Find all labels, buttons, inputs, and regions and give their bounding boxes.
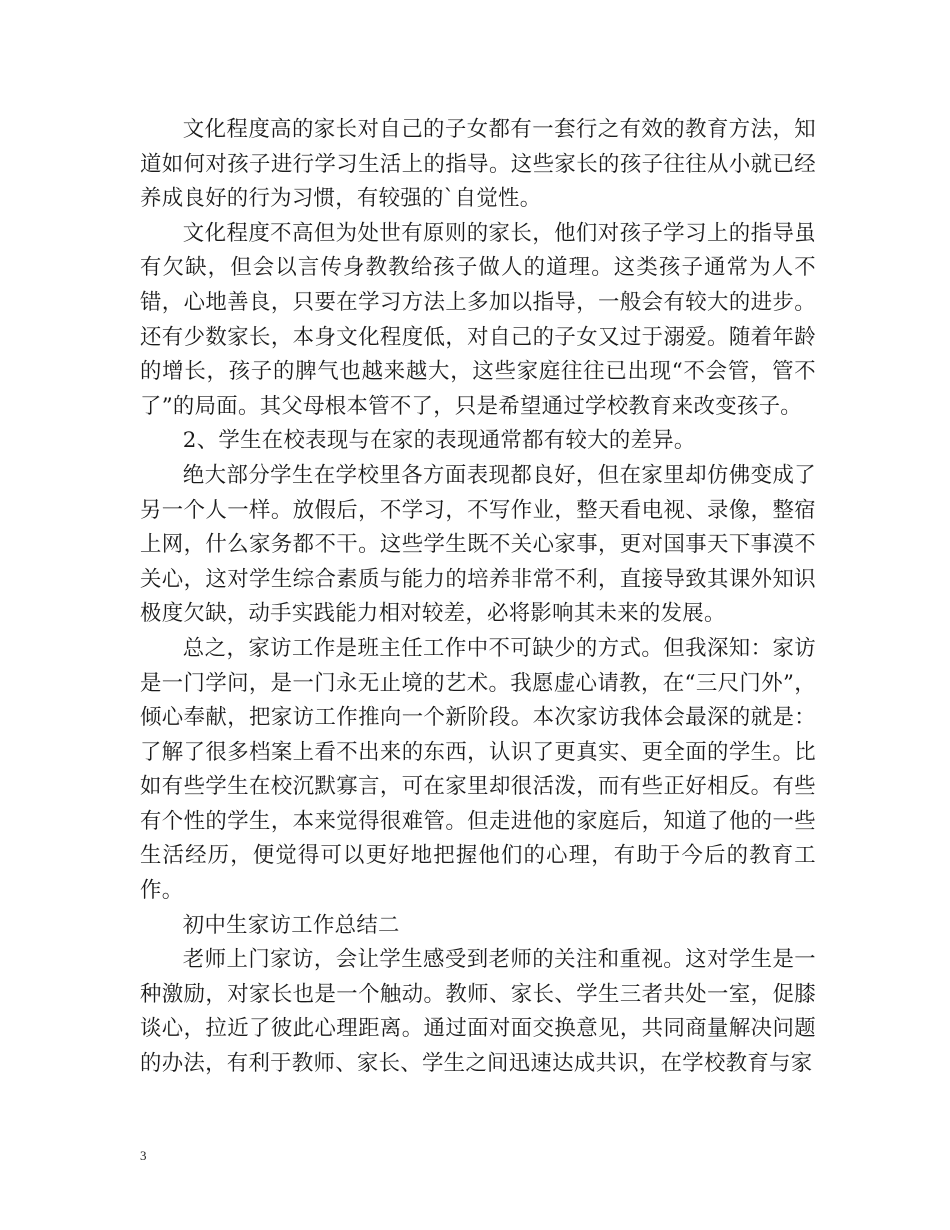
- paragraph-summary: 总之，家访工作是班主任工作中不可缺少的方式。但我深知：家访是一门学问，是一门永无止境的艺术。我愿虚心请教，在“三尺门外”，倾心奉献，把家访工作推向一个新阶段。本次家访我体会最深的就是：了解了很多档案上看不出来的东西，认识了更真实、更全面的学生。比如有些学生在校沉默寡言，可在家里却很活泼，而有些正好相反。有些有个性的学生，本来觉得很难管。但走进他的家庭后，知道了他的一些生活经历，便觉得可以更好地把握他们的心理，有助于今后的教育工作。: [140, 635, 816, 904]
- paragraph-heading-point-2: 2、学生在校表现与在家的表现通常都有较大的差异。: [182, 428, 696, 454]
- section-title-summary-two: 初中生家访工作总结二: [182, 912, 400, 938]
- paragraph-home-visit-benefits: 老师上门家访，会让学生感受到老师的关注和重视。这对学生是一种激励，对家长也是一个触动。教师、家长、学生三者共处一室，促膝谈心，拉近了彼此心理距离。通过面对面交换意见，共同商量解决问题的办法，有利于教师、家长、学生之间迅速达成共识，在学校教育与家: [140, 947, 816, 1077]
- paragraph-educated-parents: 文化程度高的家长对自己的子女都有一套行之有效的教育方法，知道如何对孩子进行学习生活上的指导。这些家长的孩子往往从小就已经养成良好的行为习惯，有较强的`自觉性。: [140, 117, 816, 212]
- paragraph-behavior-difference: 绝大部分学生在学校里各方面表现都良好，但在家里却仿佛变成了另一个人一样。放假后，不学习，不写作业，整天看电视、录像，整宿上网，什么家务都不干。这些学生既不关心家事，更对国事天下事漠不关心，这对学生综合素质与能力的培养非常不利，直接导致其课外知识极度欠缺，动手实践能力相对较差，必将影响其未来的发展。: [140, 462, 816, 627]
- paragraph-less-educated-parents: 文化程度不高但为处世有原则的家长，他们对孩子学习上的指导虽有欠缺，但会以言传身教教给孩子做人的道理。这类孩子通常为人不错，心地善良，只要在学习方法上多加以指导，一般会有较大的进步。还有少数家长，本身文化程度低，对自己的子女又过于溺爱。随着年龄的增长，孩子的脾气也越来越大，这些家庭往往已出现“不会管，管不了”的局面。其父母根本管不了，只是希望通过学校教育来改变孩子。: [140, 220, 816, 419]
- page-number: 3: [140, 1148, 147, 1163]
- document-body: [140, 113, 816, 1082]
